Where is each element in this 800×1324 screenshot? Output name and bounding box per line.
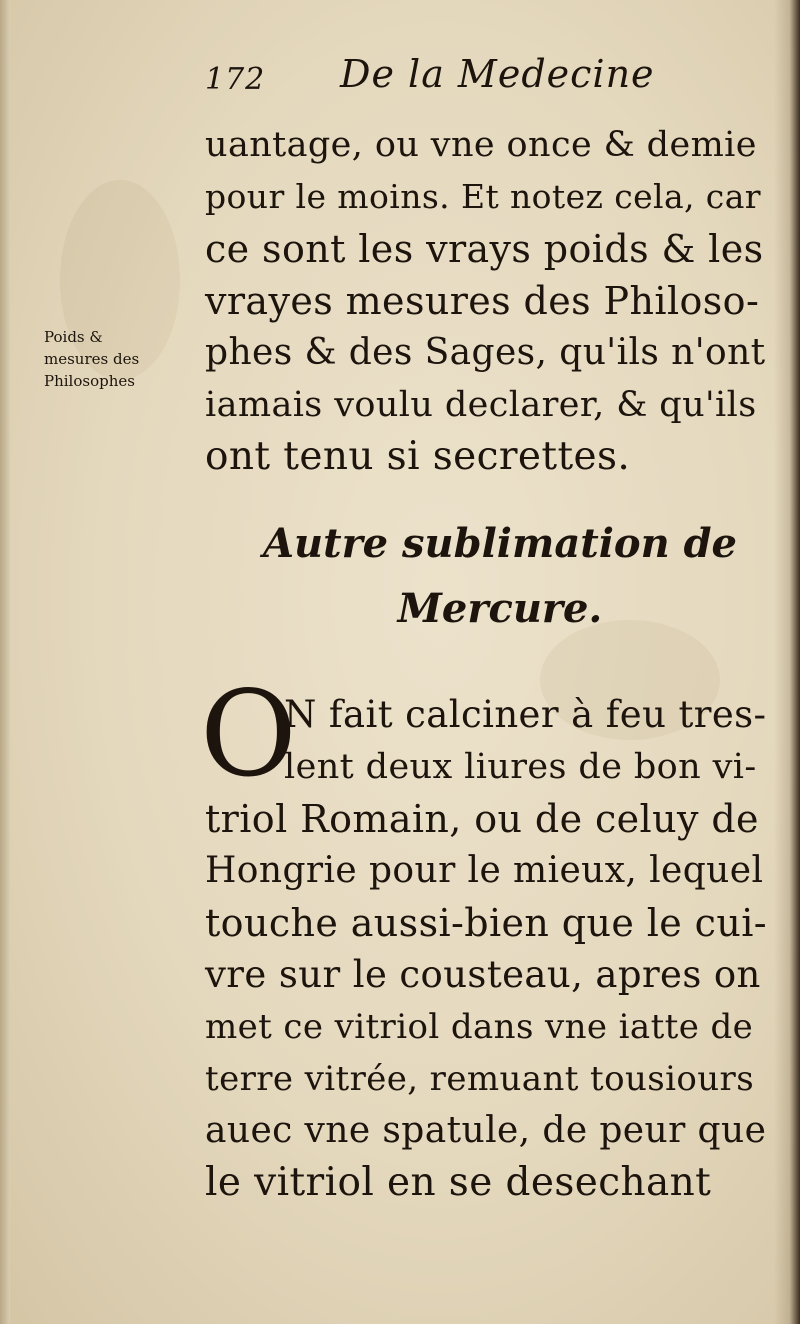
- margin-note-line: mesures des: [44, 350, 140, 368]
- text-line: Hongrie pour le mieux, lequel: [205, 850, 764, 891]
- text-line: ont tenu si secrettes.: [205, 434, 631, 479]
- text-line: touche aussi-bien que le cui-: [205, 901, 768, 945]
- running-title: De la Medecine: [340, 52, 655, 96]
- text-line: N fait calciner à feu tres-: [284, 693, 767, 736]
- page-left-edge: [0, 0, 10, 1324]
- text-line: vre sur le cousteau, apres on: [205, 953, 761, 996]
- page-header: [205, 52, 765, 112]
- text-line: lent deux liures de bon vi-: [284, 747, 757, 787]
- text-line: ce sont les vrays poids & les: [205, 227, 764, 271]
- page-number: 172: [205, 62, 266, 97]
- section-title-line: Mercure.: [397, 585, 603, 632]
- text-line: met ce vitriol dans vne iatte de: [205, 1007, 754, 1047]
- text-line: triol Romain, ou de celuy de: [205, 797, 759, 841]
- drop-cap: O: [200, 665, 297, 803]
- text-line: auec vne spatule, de peur que: [205, 1110, 767, 1151]
- text-line: phes & des Sages, qu'ils n'ont: [205, 332, 766, 373]
- margin-note-line: Poids &: [44, 328, 103, 346]
- text-line: vrayes mesures des Philoso-: [205, 279, 760, 323]
- section-title-line: Autre sublimation de: [262, 520, 738, 567]
- page-right-edge: [774, 0, 800, 1324]
- text-line: iamais voulu declarer, & qu'ils: [205, 385, 757, 425]
- text-line: terre vitrée, remuant tousiours: [205, 1059, 755, 1099]
- text-line: le vitriol en se desechant: [205, 1160, 712, 1205]
- text-line: uantage, ou vne once & demie: [205, 125, 757, 165]
- margin-note-line: Philosophes: [44, 372, 135, 390]
- text-line: pour le moins. Et notez cela, car: [205, 177, 761, 216]
